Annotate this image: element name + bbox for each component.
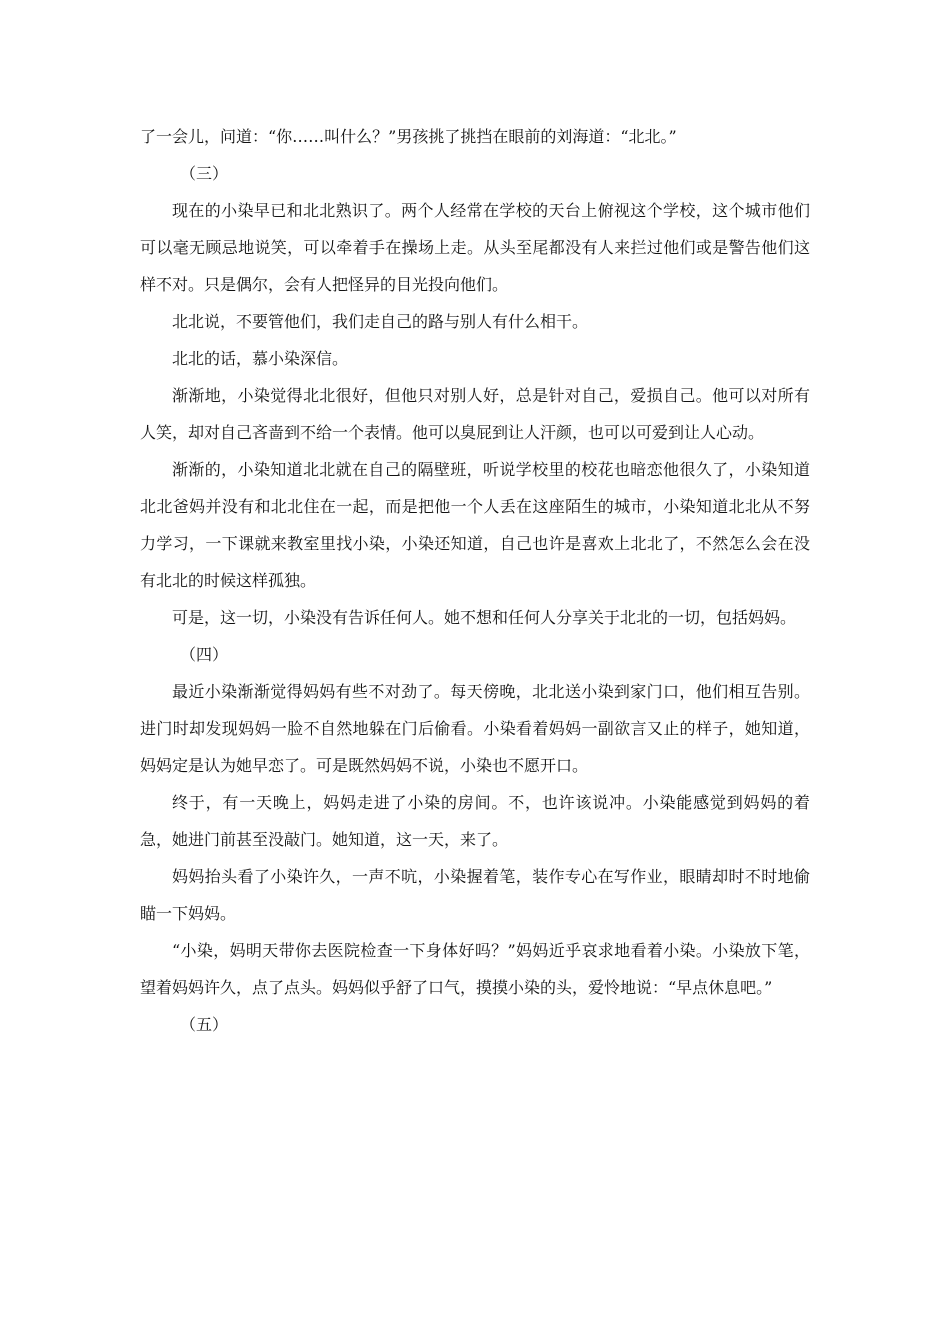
paragraph: 北北说，不要管他们，我们走自己的路与别人有什么相干。 [172, 312, 589, 331]
paragraph: 终于，有一天晚上，妈妈走进了小染的房间。不，也许该说冲。小染能感觉到妈妈的着急，她进门前甚至没敲门。她知道，这一天，来了。 [140, 793, 810, 849]
section-heading-4: （四） [180, 645, 229, 664]
paragraph: 渐渐地，小染觉得北北很好，但他只对别人好，总是针对自己，爱损自己。他可以对所有人笑，却对自己吝啬到不给一个表情。他可以臭屁到让人汗颜，也可以可爱到让人心动。 [140, 386, 810, 442]
section-heading-3: （三） [180, 164, 229, 183]
paragraph: 可是，这一切，小染没有告诉任何人。她不想和任何人分享关于北北的一切，包括妈妈。 [172, 608, 797, 627]
paragraph: 现在的小染早已和北北熟识了。两个人经常在学校的天台上俯视这个学校，这个城市他们可以毫无顾忌地说笑，可以牵着手在操场上走。从头至尾都没有人来拦过他们或是警告他们这样不对。只是偶尔，会有人把怪异的目光投向他们。 [140, 201, 810, 294]
paragraph: 渐渐的，小染知道北北就在自己的隔壁班，听说学校里的校花也暗恋他很久了，小染知道北北爸妈并没有和北北住在一起，而是把他一个人丢在这座陌生的城市，小染知道北北从不努力学习，一下课就来教室里找小染，小染还知道，自己也许是喜欢上北北了，不然怎么会在没有北北的时候这样孤独。 [140, 460, 810, 590]
continuation-line: 了一会儿，问道：“你……叫什么？”男孩挑了挑挡在眼前的刘海道：“北北。” [140, 127, 677, 146]
section-heading-5: （五） [180, 1015, 229, 1034]
paragraph: 北北的话，慕小染深信。 [172, 349, 349, 368]
paragraph: 妈妈抬头看了小染许久，一声不吭，小染握着笔，装作专心在写作业，眼睛却时不时地偷瞄一下妈妈。 [140, 867, 810, 923]
paragraph: 最近小染渐渐觉得妈妈有些不对劲了。每天傍晚，北北送小染到家门口，他们相互告别。进门时却发现妈妈一脸不自然地躲在门后偷看。小染看着妈妈一副欲言又止的样子，她知道，妈妈定是认为她早恋了。可是既然妈妈不说，小染也不愿开口。 [140, 682, 810, 775]
paragraph: “小染，妈明天带你去医院检查一下身体好吗？”妈妈近乎哀求地看着小染。小染放下笔，望着妈妈许久，点了点头。妈妈似乎舒了口气，摸摸小染的头，爱怜地说：“早点休息吧。” [140, 941, 810, 997]
document-body [140, 118, 810, 1043]
